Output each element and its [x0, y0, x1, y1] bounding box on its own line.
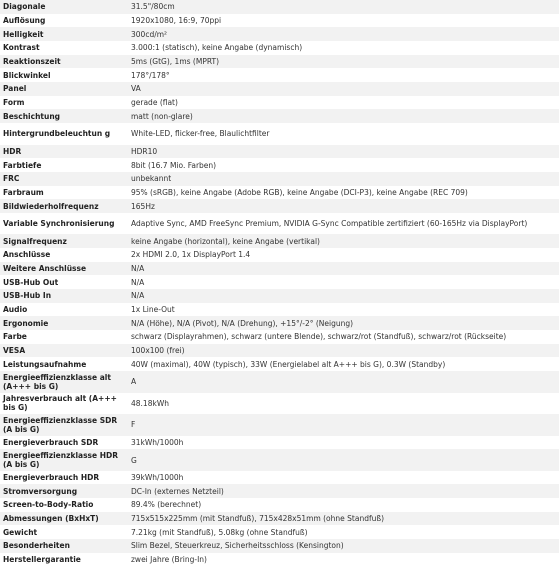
spec-value: 5ms (GtG), 1ms (MPRT)	[128, 55, 559, 69]
spec-label: Farbraum	[0, 186, 128, 200]
spec-label: Audio	[0, 303, 128, 317]
spec-value: 7.21kg (mit Standfuß), 5.08kg (ohne Standfuß)	[128, 525, 559, 539]
spec-label: Auflösung	[0, 14, 128, 28]
spec-row-jahresverbrauch-alt	[0, 393, 559, 415]
spec-row-helligkeit	[0, 27, 559, 41]
spec-row-energieeffizienzklasse-alt	[0, 371, 559, 393]
spec-row-farbtiefe	[0, 158, 559, 172]
spec-value: keine Angabe (horizontal), keine Angabe (vertikal)	[128, 234, 559, 248]
spec-row-farbe	[0, 330, 559, 344]
spec-row-besonderheiten	[0, 539, 559, 553]
spec-label: USB-Hub In	[0, 289, 128, 303]
spec-value: VA	[128, 82, 559, 96]
spec-label: Signalfrequenz	[0, 234, 128, 248]
spec-row-beschichtung	[0, 109, 559, 123]
spec-label: Energieverbrauch HDR	[0, 471, 128, 485]
spec-label: Weitere Anschlüsse	[0, 262, 128, 276]
spec-value: 8bit (16.7 Mio. Farben)	[128, 158, 559, 172]
spec-value: N/A (Höhe), N/A (Pivot), N/A (Drehung), +15°/-2° (Neigung)	[128, 316, 559, 330]
spec-label: USB-Hub Out	[0, 275, 128, 289]
spec-row-kontrast	[0, 41, 559, 55]
spec-row-signalfrequenz	[0, 234, 559, 248]
spec-value: 3.000:1 (statisch), keine Angabe (dynamisch)	[128, 41, 559, 55]
spec-label: Energieeffizienzklasse SDR (A bis G)	[0, 414, 128, 436]
spec-value: matt (non-glare)	[128, 109, 559, 123]
spec-value: 31kWh/1000h	[128, 436, 559, 450]
spec-row-hintergrundbeleuchtung	[0, 123, 559, 145]
spec-row-weitere-anschluesse	[0, 262, 559, 276]
spec-label: Energieeffizienzklasse HDR (A bis G)	[0, 449, 128, 471]
spec-label: HDR	[0, 145, 128, 159]
spec-label: Farbtiefe	[0, 158, 128, 172]
spec-row-form	[0, 96, 559, 110]
spec-row-bildwiederholfrequenz	[0, 199, 559, 213]
spec-value: N/A	[128, 275, 559, 289]
spec-row-anschluesse	[0, 248, 559, 262]
spec-label: Variable Synchronisierung	[0, 213, 128, 235]
spec-value: 165Hz	[128, 199, 559, 213]
spec-value: N/A	[128, 262, 559, 276]
spec-label: Stromversorgung	[0, 484, 128, 498]
spec-label: Reaktionszeit	[0, 55, 128, 69]
spec-value: 2x HDMI 2.0, 1x DisplayPort 1.4	[128, 248, 559, 262]
spec-label: Abmessungen (BxHxT)	[0, 512, 128, 526]
spec-label: Anschlüsse	[0, 248, 128, 262]
spec-label: Panel	[0, 82, 128, 96]
spec-row-gewicht	[0, 525, 559, 539]
spec-label: Leistungsaufnahme	[0, 357, 128, 371]
spec-value: G	[128, 449, 559, 471]
spec-value: 1x Line-Out	[128, 303, 559, 317]
spec-value: White-LED, flicker-free, Blaulichtfilter	[128, 123, 559, 145]
spec-label: Energieverbrauch SDR	[0, 436, 128, 450]
spec-row-audio	[0, 303, 559, 317]
spec-row-energieverbrauch-sdr	[0, 436, 559, 450]
spec-label: Energieeffizienzklasse alt (A+++ bis G)	[0, 371, 128, 393]
spec-row-panel	[0, 82, 559, 96]
spec-value: 100x100 (frei)	[128, 344, 559, 358]
spec-value: 31.5"/80cm	[128, 0, 559, 14]
spec-label: Hintergrundbeleuchtun g	[0, 123, 128, 145]
spec-label: Beschichtung	[0, 109, 128, 123]
spec-label: Besonderheiten	[0, 539, 128, 553]
spec-row-usb-hub-in	[0, 289, 559, 303]
spec-value: 1920x1080, 16:9, 70ppi	[128, 14, 559, 28]
spec-value: F	[128, 414, 559, 436]
spec-row-stromversorgung	[0, 484, 559, 498]
spec-value: schwarz (Displayrahmen), schwarz (untere Blende), schwarz/rot (Standfuß), schwarz/rot (Rückseite)	[128, 330, 559, 344]
spec-row-energieverbrauch-hdr	[0, 471, 559, 485]
spec-row-energieeffizienzklasse-sdr	[0, 414, 559, 436]
spec-value: gerade (flat)	[128, 96, 559, 110]
spec-label: Kontrast	[0, 41, 128, 55]
spec-row-ergonomie	[0, 316, 559, 330]
spec-value: Slim Bezel, Steuerkreuz, Sicherheitsschloss (Kensington)	[128, 539, 559, 553]
spec-row-reaktionszeit	[0, 55, 559, 69]
spec-row-screen-to-body-ratio	[0, 498, 559, 512]
spec-row-herstellergarantie	[0, 553, 559, 567]
spec-value: 39kWh/1000h	[128, 471, 559, 485]
spec-value: Adaptive Sync, AMD FreeSync Premium, NVIDIA G-Sync Compatible zertifiziert (60-165Hz via DisplayPort)	[128, 213, 559, 235]
spec-value: 715x515x225mm (mit Standfuß), 715x428x51mm (ohne Standfuß)	[128, 512, 559, 526]
spec-label: Screen-to-Body-Ratio	[0, 498, 128, 512]
spec-label: Form	[0, 96, 128, 110]
spec-label: Herstellergarantie	[0, 553, 128, 567]
spec-row-variable-synchronisierung	[0, 213, 559, 235]
spec-row-energieeffizienzklasse-hdr	[0, 449, 559, 471]
spec-label: Diagonale	[0, 0, 128, 14]
spec-label: Farbe	[0, 330, 128, 344]
spec-value: zwei Jahre (Bring-In)	[128, 553, 559, 567]
spec-value: 300cd/m²	[128, 27, 559, 41]
spec-label: FRC	[0, 172, 128, 186]
spec-label: Blickwinkel	[0, 68, 128, 82]
spec-row-vesa	[0, 344, 559, 358]
spec-value: 40W (maximal), 40W (typisch), 33W (Energielabel alt A+++ bis G), 0.3W (Standby)	[128, 357, 559, 371]
spec-label: Ergonomie	[0, 316, 128, 330]
spec-row-diagonale	[0, 0, 559, 14]
spec-row-usb-hub-out	[0, 275, 559, 289]
spec-row-farbraum	[0, 186, 559, 200]
spec-label: Bildwiederholfrequenz	[0, 199, 128, 213]
spec-value: N/A	[128, 289, 559, 303]
spec-value: 178°/178°	[128, 68, 559, 82]
spec-row-frc	[0, 172, 559, 186]
spec-label: Gewicht	[0, 525, 128, 539]
spec-row-aufloesung	[0, 14, 559, 28]
spec-value: 95% (sRGB), keine Angabe (Adobe RGB), keine Angabe (DCI-P3), keine Angabe (REC 709)	[128, 186, 559, 200]
spec-row-leistungsaufnahme	[0, 357, 559, 371]
spec-value: 89.4% (berechnet)	[128, 498, 559, 512]
spec-value: A	[128, 371, 559, 393]
spec-row-abmessungen	[0, 512, 559, 526]
spec-row-blickwinkel	[0, 68, 559, 82]
spec-value: 48.18kWh	[128, 393, 559, 415]
spec-value: DC-In (externes Netzteil)	[128, 484, 559, 498]
spec-label: VESA	[0, 344, 128, 358]
spec-label: Jahresverbrauch alt (A+++ bis G)	[0, 393, 128, 415]
spec-label: Helligkeit	[0, 27, 128, 41]
spec-value: unbekannt	[128, 172, 559, 186]
spec-row-hdr	[0, 145, 559, 159]
spec-value: HDR10	[128, 145, 559, 159]
